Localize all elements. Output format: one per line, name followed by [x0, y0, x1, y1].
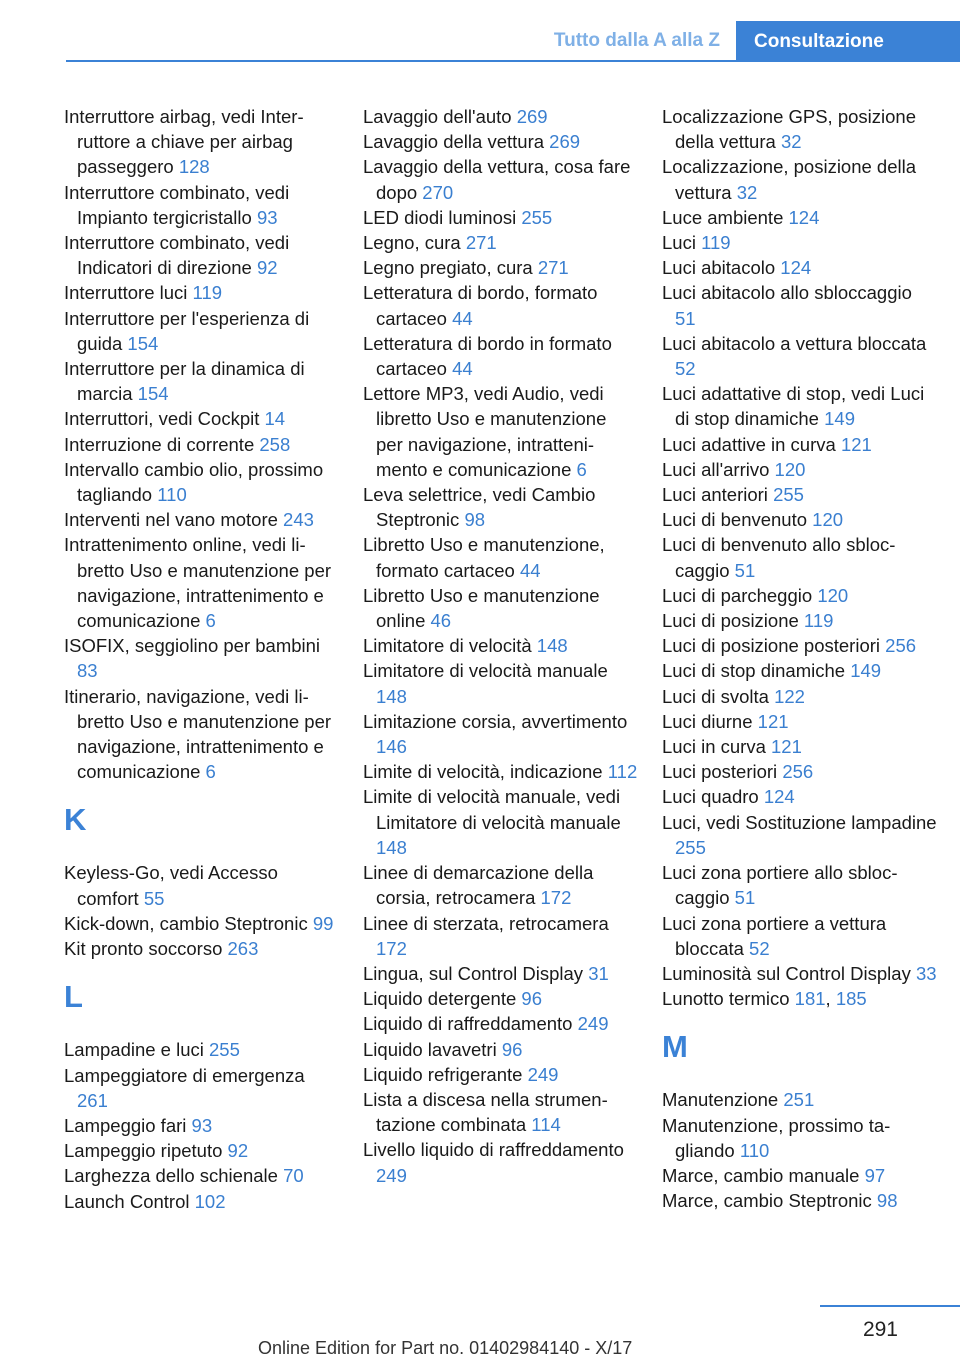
page-reference-link[interactable]: 249 [577, 1013, 609, 1035]
index-entry [64, 507, 339, 532]
page-reference-link[interactable]: 110 [157, 484, 187, 506]
page-reference-link[interactable]: 52 [675, 358, 696, 380]
index-entry-text: Lavaggio della vettura, cosa fare dopo [363, 156, 631, 203]
index-entry-text: Lavaggio dell'auto [363, 106, 517, 127]
index-entry-text: Libretto Uso e manutenzione online [363, 584, 600, 632]
page-reference-link[interactable]: 83 [77, 660, 98, 682]
index-entry [363, 331, 638, 381]
page-reference-link[interactable]: 149 [850, 660, 882, 682]
index-entry [363, 280, 638, 330]
index-entry-text: Luci di posizione posteriori [662, 635, 886, 657]
index-entry-text: Localizzazione GPS, posizione della vettura [662, 106, 917, 153]
index-entry-text: Letteratura di bordo, formato cartaceo [363, 282, 598, 329]
index-entry-text: Limite di velocità manuale, vedi Limitatore di velocità manuale [363, 786, 621, 833]
index-entry [363, 759, 638, 784]
footer-divider [820, 1305, 960, 1307]
index-entry [64, 1037, 339, 1062]
index-entry [662, 633, 937, 658]
index-entry [363, 482, 638, 532]
page-reference-link[interactable]: 14 [264, 408, 286, 430]
index-entry-text: Letteratura di bordo in formato cartaceo [363, 332, 612, 380]
index-entry-text: Luci abitacolo [662, 257, 781, 279]
index-entry-text: Lingua, sul Control Display [363, 962, 589, 984]
index-entry-text: Livello liquido di raffreddamento [363, 1139, 624, 1161]
header-chapter-tab: Consultazione [736, 21, 960, 62]
index-entry-text: Legno, cura [363, 232, 466, 254]
index-entry-text: Luci adattive in curva [662, 433, 841, 455]
page-reference-link[interactable]: 121 [771, 736, 802, 758]
page-reference-link[interactable]: 172 [376, 937, 407, 959]
page-reference-link[interactable]: 44 [452, 307, 473, 329]
index-entry [662, 381, 937, 431]
index-entry [662, 784, 937, 809]
index-entry [363, 205, 638, 230]
index-entry [662, 255, 937, 280]
index-entry-text: Luci, vedi Sostituzione lampadine [662, 811, 937, 833]
index-entry-text: Luci all'arrivo [662, 458, 775, 480]
page-reference-link[interactable]: 44 [452, 358, 473, 380]
page-reference-link[interactable]: 122 [774, 685, 805, 707]
index-entry [363, 961, 638, 986]
index-entry-text: Luci posteriori [662, 761, 783, 783]
page-reference-link[interactable]: 98 [464, 509, 486, 531]
index-entry: Lunotto termico 181, 185 [662, 988, 867, 1010]
page-reference-link[interactable]: 249 [376, 1164, 407, 1186]
index-entry-text: Luci di benvenuto allo sbloccaggio [662, 534, 896, 581]
index-entry-text: Luci di benvenuto [662, 509, 813, 531]
page-reference-link[interactable]: 52 [749, 937, 770, 959]
page-reference-link[interactable]: 6 [205, 610, 216, 632]
page-reference-link[interactable]: 120 [817, 584, 849, 606]
page-reference-link[interactable]: 6 [576, 458, 587, 480]
index-entry-text: Lampadine e luci [64, 1039, 210, 1061]
index-entry [662, 684, 937, 709]
page-reference-link[interactable]: 70 [283, 1165, 304, 1187]
page-reference-link[interactable]: 146 [376, 736, 407, 758]
index-entry-text: Luci zona portiere allo sbloccaggio [662, 862, 898, 909]
page-reference-link[interactable]: 255 [209, 1039, 240, 1061]
page-reference-link[interactable]: 102 [194, 1190, 226, 1212]
page-reference-link[interactable]: 255 [675, 836, 706, 858]
index-entry [662, 432, 937, 457]
index-entry [363, 1062, 638, 1087]
index-entry-text: Linee di sterzata, retrocamera [363, 912, 609, 934]
page-reference-link[interactable]: 148 [376, 685, 407, 707]
page-reference-link[interactable]: 119 [192, 282, 223, 304]
index-entry [64, 1063, 339, 1113]
index-entry-text: Interruttore luci [64, 282, 193, 304]
page-reference-link[interactable]: 271 [465, 232, 497, 254]
index-entry-text: Interruttore per la dinamica di marcia [64, 358, 305, 405]
index-entry [363, 104, 638, 129]
index-entry-text: Itinerario, navigazione, vedi libretto Uso e manutenzione per navigazione, intrattenimento e comunicazione [64, 685, 332, 783]
index-entry-text: Luci anteriori [662, 484, 774, 506]
page-reference-link[interactable]: 32 [780, 131, 802, 153]
index-entry-text: Limitazione corsia, avvertimento [363, 710, 628, 732]
index-entry [64, 532, 339, 633]
index-entry-text: Lunotto termico [662, 988, 795, 1010]
index-entry-text: Luce ambiente [662, 206, 789, 228]
index-entry-text: Linee di demarcazione della corsia, retrocamera [363, 862, 594, 909]
index-entry [363, 709, 638, 759]
index-letter-heading: K [64, 802, 87, 838]
index-entry [662, 1163, 937, 1188]
index-entry [662, 457, 937, 482]
page-reference-link[interactable]: 261 [77, 1089, 108, 1111]
index-entry [64, 306, 339, 356]
page-reference-link[interactable]: 181 [794, 988, 826, 1010]
page-reference-link[interactable]: 121 [840, 433, 872, 455]
index-entry [363, 1087, 638, 1137]
index-entry-text: Luci diurne [662, 710, 758, 732]
page-reference-link[interactable]: 121 [757, 710, 789, 732]
page-reference-link[interactable]: 51 [734, 559, 756, 581]
page-reference-link[interactable]: 124 [788, 206, 820, 228]
page-reference-link[interactable]: 93 [191, 1114, 213, 1136]
page-reference-link[interactable]: 46 [430, 610, 452, 632]
index-entry [662, 280, 937, 330]
index-entry [363, 658, 638, 708]
index-entry-text: Limite di velocità, indicazione [363, 761, 608, 783]
index-entry-text: Liquido di raffreddamento [363, 1013, 578, 1035]
page-reference-link[interactable]: 128 [178, 156, 210, 178]
index-entry-text: Limitatore di velocità [363, 635, 537, 657]
page-reference-link[interactable]: 98 [876, 1190, 898, 1212]
page-reference-link[interactable]: 124 [763, 786, 795, 808]
page-reference-link[interactable]: 251 [783, 1089, 815, 1111]
page-reference-link[interactable]: 269 [549, 131, 581, 153]
index-entry-text: Manutenzione [662, 1089, 784, 1111]
index-entry [363, 532, 638, 582]
index-entry [363, 633, 638, 658]
index-entry [64, 633, 339, 683]
page-reference-link[interactable]: 33 [915, 962, 937, 984]
index-entry-text: Luci adattative di stop, vedi Luci di stop dinamiche [662, 383, 925, 430]
page-reference-link[interactable]: 119 [803, 610, 834, 632]
index-entry [662, 961, 937, 986]
page-reference-link[interactable]: 256 [885, 635, 917, 657]
index-entry [64, 1189, 339, 1214]
page-reference-link[interactable]: 51 [675, 307, 696, 329]
page-number: 291 [862, 1318, 898, 1341]
index-entry-text: Luci zona portiere a vettura bloccata [662, 912, 887, 959]
page-reference-link[interactable]: 148 [536, 635, 568, 657]
index-entry [64, 230, 339, 280]
page-reference-link[interactable]: 263 [227, 938, 259, 960]
index-entry-text: Luci in curva [662, 736, 771, 758]
index-entry [662, 1188, 937, 1213]
page-reference-link[interactable]: 269 [516, 106, 548, 127]
page-reference-link[interactable]: 154 [127, 332, 159, 354]
index-column-3 [662, 104, 937, 1213]
index-entry-text: Luci [662, 232, 702, 254]
page-reference-link[interactable]: 99 [312, 912, 334, 934]
page-reference-link[interactable]: 120 [774, 458, 806, 480]
index-entry [64, 860, 339, 910]
page-reference-link[interactable]: 249 [527, 1063, 559, 1085]
index-entry-text: Intervallo cambio olio, prossimo tagliando [64, 458, 324, 506]
page-reference-link[interactable]: 44 [519, 559, 541, 581]
index-entry-text: Interruzione di corrente [64, 433, 260, 455]
page-reference-link[interactable]: 96 [521, 988, 542, 1010]
page-reference-link[interactable]: 148 [376, 836, 407, 858]
index-entry [363, 784, 638, 860]
index-entry [64, 1163, 339, 1188]
page-reference-link[interactable]: 31 [588, 962, 609, 984]
index-entry-text: Leva selettrice, vedi Cambio Steptronic [363, 484, 596, 531]
page-reference-link[interactable]: 172 [540, 887, 572, 909]
index-column-2 [363, 104, 638, 1188]
index-entry [64, 684, 339, 785]
index-entry [363, 230, 638, 255]
index-entry [662, 658, 937, 683]
page-reference-link[interactable]: 97 [864, 1164, 886, 1186]
index-entry-text: LED diodi luminosi [363, 206, 522, 228]
index-entry-text: Luminosità sul Control Display [662, 962, 916, 984]
page-reference-link[interactable]: 55 [143, 887, 165, 909]
index-entry-text: Luci di stop dinamiche [662, 660, 851, 682]
index-entry [662, 331, 937, 381]
page-reference-link[interactable]: 92 [227, 1140, 249, 1162]
index-entry-text: Interruttore combinato, vedi Impianto tergicristallo [64, 181, 290, 228]
page-reference-link[interactable]: 96 [501, 1038, 523, 1060]
page-reference-link[interactable]: 110 [739, 1139, 770, 1161]
page-reference-link[interactable]: 258 [259, 433, 291, 455]
header-section-title: Tutto dalla A alla Z [553, 30, 720, 51]
index-entry [64, 406, 339, 431]
index-entry-text: Lampeggio fari [64, 1114, 192, 1136]
page-reference-link[interactable]: 255 [521, 206, 553, 228]
index-entry-text: Manutenzione, prossimo tagliando [662, 1114, 891, 1161]
index-entry [363, 129, 638, 154]
index-entry [662, 104, 937, 154]
index-entry-text: Liquido lavavetri [363, 1038, 502, 1060]
page-reference-link[interactable]: 92 [256, 257, 278, 279]
page-reference-link[interactable]: 120 [812, 509, 844, 531]
index-entry [662, 860, 937, 910]
index-entry [64, 180, 339, 230]
index-entry [363, 154, 638, 204]
index-entry-text: Legno pregiato, cura [363, 257, 538, 279]
index-entry [662, 482, 937, 507]
index-entry-text: Larghezza dello schienale [64, 1165, 284, 1187]
index-entry [64, 1113, 339, 1138]
page-reference-link[interactable]: 255 [773, 484, 804, 506]
index-entry [64, 1138, 339, 1163]
index-entry [363, 986, 638, 1011]
index-entry-text: Interruttore per l'esperienza di guida [64, 307, 310, 354]
index-entry [363, 1037, 638, 1062]
page-reference-link[interactable]: 32 [736, 181, 758, 203]
page-reference-link[interactable]: 185 [835, 988, 867, 1010]
index-entry [662, 583, 937, 608]
index-entry-text: Marce, cambio Steptronic [662, 1190, 877, 1212]
index-entry-text: Luci abitacolo allo sbloccaggio [662, 282, 912, 304]
index-entry-text: Keyless-Go, vedi Accesso comfort [64, 862, 278, 909]
index-entry-text: Luci abitacolo a vettura bloccata [662, 332, 927, 354]
index-entry [662, 734, 937, 759]
page-reference-link[interactable]: 114 [531, 1114, 561, 1136]
index-entry [662, 205, 937, 230]
page-reference-link[interactable]: 271 [537, 257, 569, 279]
index-entry [64, 936, 339, 961]
index-entry-text: Lista a discesa nella strumentazione combinata [363, 1088, 608, 1136]
index-entry [662, 1113, 937, 1163]
index-entry-text: Interventi nel vano motore [64, 509, 284, 531]
page-reference-link[interactable]: 149 [824, 408, 855, 430]
index-entry-text: Marce, cambio manuale [662, 1164, 865, 1186]
page-reference-link[interactable]: 119 [701, 232, 731, 254]
index-entry [363, 1137, 638, 1187]
index-entry-text: Kick-down, cambio Steptronic [64, 912, 313, 934]
page-reference-link[interactable]: 270 [422, 181, 454, 203]
index-letter-heading: L [64, 979, 83, 1015]
index-entry-text: Lavaggio della vettura [363, 131, 550, 153]
index-entry-text: Lampeggio ripetuto [64, 1140, 228, 1162]
index-column-1 [64, 104, 339, 1214]
index-entry [662, 608, 937, 633]
index-entry [662, 1087, 937, 1112]
page-reference-link[interactable]: 6 [205, 761, 216, 783]
index-entry [363, 583, 638, 633]
index-entry [662, 709, 937, 734]
page-reference-link[interactable]: 243 [283, 509, 314, 531]
index-entry [662, 230, 937, 255]
index-entry [363, 255, 638, 280]
index-entry [64, 104, 339, 180]
header-divider [66, 60, 960, 62]
index-entry [64, 280, 339, 305]
index-entry [662, 911, 937, 961]
index-entry [662, 532, 937, 582]
index-entry-text: Liquido refrigerante [363, 1063, 528, 1085]
index-entry-text: Interruttore combinato, vedi Indicatori di direzione [64, 232, 290, 279]
page-reference-link[interactable]: 154 [137, 383, 169, 405]
footer-edition-text: Online Edition for Part no. 01402984140 - X/17 [258, 1338, 633, 1358]
index-entry-text: Launch Control [64, 1190, 195, 1212]
index-entry [363, 911, 638, 961]
index-entry-text: Luci di svolta [662, 685, 775, 707]
index-entry-text: Luci di parcheggio [662, 584, 818, 606]
index-entry-text: Interruttori, vedi Cockpit [64, 408, 265, 430]
page-reference-link[interactable]: 112 [607, 761, 638, 783]
index-letter-heading: M [662, 1029, 688, 1065]
index-entry-text: Lettore MP3, vedi Audio, vedi libretto Uso e manutenzione per navigazione, intrattenimento e comunicazione [363, 383, 607, 480]
index-entry [64, 911, 339, 936]
index-entry-text: Intrattenimento online, vedi libretto Uso e manutenzione per navigazione, intrattenimento e comunicazione [64, 534, 332, 632]
index-entry-text: Luci di posizione [662, 610, 804, 632]
page-reference-link[interactable]: 124 [780, 257, 812, 279]
index-entry [662, 759, 937, 784]
index-entry-text: Liquido detergente [363, 988, 522, 1010]
index-entry [363, 1011, 638, 1036]
index-entry [64, 432, 339, 457]
index-entry [363, 860, 638, 910]
index-entry [662, 810, 937, 860]
index-entry-text: Localizzazione, posizione della vettura [662, 156, 917, 203]
page-reference-link[interactable]: 93 [256, 206, 278, 228]
index-entry-text: Libretto Uso e manutenzione, formato cartaceo [363, 534, 605, 581]
index-entry [64, 457, 339, 507]
index-entry-text: Limitatore di velocità manuale [363, 660, 608, 682]
index-entry-text: Interruttore airbag, vedi Interruttore a chiave per airbag passeggero [64, 106, 304, 178]
index-entry-text: ISOFIX, seggiolino per bambini [64, 635, 321, 657]
index-entry-text: Kit pronto soccorso [64, 938, 228, 960]
index-entry [64, 356, 339, 406]
page-reference-link[interactable]: 256 [782, 761, 814, 783]
index-entry-text: Luci quadro [662, 786, 764, 808]
index-entry [662, 154, 937, 204]
index-entry [363, 381, 638, 482]
index-entry-text: Lampeggiatore di emergenza [64, 1064, 305, 1086]
page-reference-link[interactable]: 51 [734, 887, 756, 909]
index-entry [662, 507, 937, 532]
